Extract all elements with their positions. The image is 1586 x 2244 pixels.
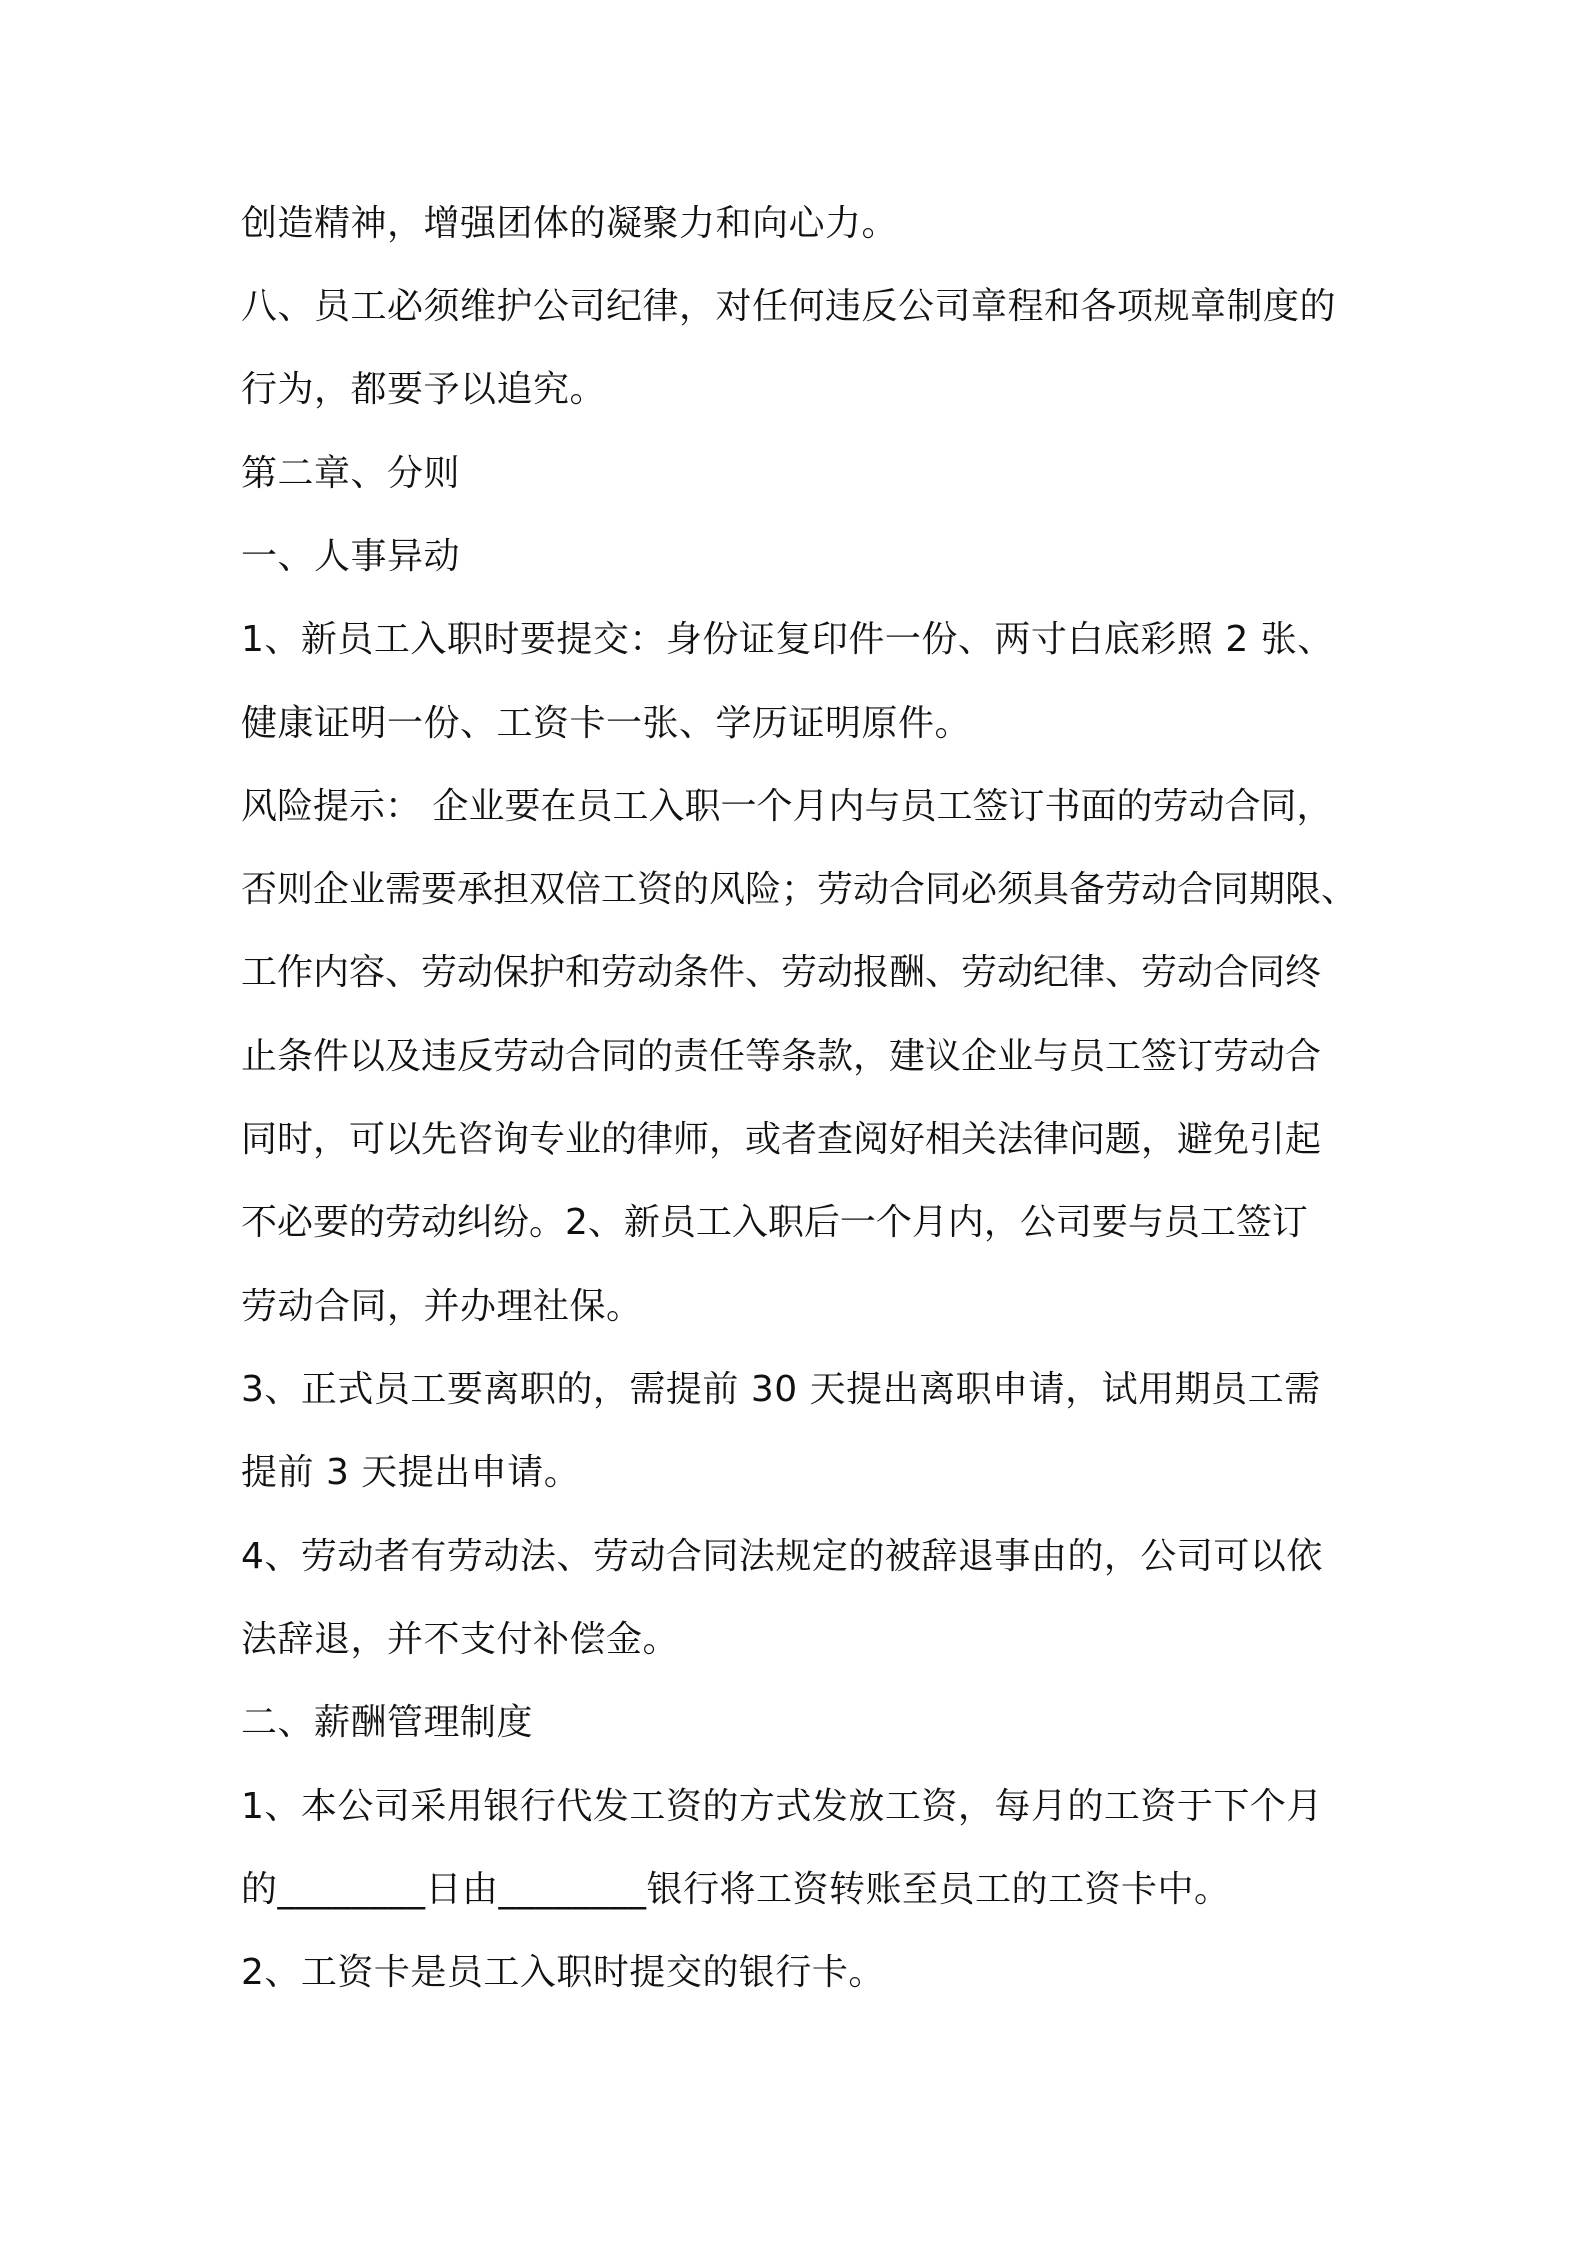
subsection-heading: 一、人事异动 — [241, 536, 461, 577]
section-heading: 第二章、分则 — [241, 453, 461, 494]
text-line: 同时，可以先咨询专业的律师，或者查阅好相关法律问题，避免引起 — [241, 1119, 1322, 1160]
text-line: 否则企业需要承担双倍工资的风险；劳动合同必须具备劳动合同期限、 — [241, 869, 1358, 910]
text-line: 的________日由________银行将工资转账至员工的工资卡中。 — [241, 1869, 1231, 1910]
text-line: 2、工资卡是员工入职时提交的银行卡。 — [241, 1952, 885, 1993]
text-line: 3、正式员工要离职的，需提前 30 天提出离职申请，试用期员工需 — [241, 1369, 1321, 1410]
subsection-heading: 二、薪酬管理制度 — [241, 1702, 534, 1743]
text-line: 止条件以及违反劳动合同的责任等条款，建议企业与员工签订劳动合 — [241, 1036, 1322, 1077]
text-line: 法辞退，并不支付补偿金。 — [241, 1619, 680, 1660]
text-line: 创造精神，增强团体的凝聚力和向心力。 — [241, 203, 899, 244]
text-line: 不必要的劳动纠纷。2、新员工入职后一个月内，公司要与员工签订 — [241, 1202, 1308, 1243]
risk-notice-line: 风险提示： 企业要在员工入职一个月内与员工签订书面的劳动合同， — [241, 786, 1333, 827]
text-line: 行为，都要予以追究。 — [241, 369, 607, 410]
text-line: 1、本公司采用银行代发工资的方式发放工资，每月的工资于下个月 — [241, 1786, 1323, 1827]
text-line: 劳动合同，并办理社保。 — [241, 1286, 643, 1327]
text-line: 工作内容、劳动保护和劳动条件、劳动报酬、劳动纪律、劳动合同终 — [241, 952, 1322, 993]
text-line: 健康证明一份、工资卡一张、学历证明原件。 — [241, 703, 972, 744]
text-line: 八、员工必须维护公司纪律，对任何违反公司章程和各项规章制度的 — [241, 286, 1337, 327]
text-line: 4、劳动者有劳动法、劳动合同法规定的被辞退事由的，公司可以依 — [241, 1536, 1323, 1577]
text-line: 提前 3 天提出申请。 — [241, 1452, 581, 1493]
text-line: 1、新员工入职时要提交：身份证复印件一份、两寸白底彩照 2 张、 — [241, 619, 1334, 660]
